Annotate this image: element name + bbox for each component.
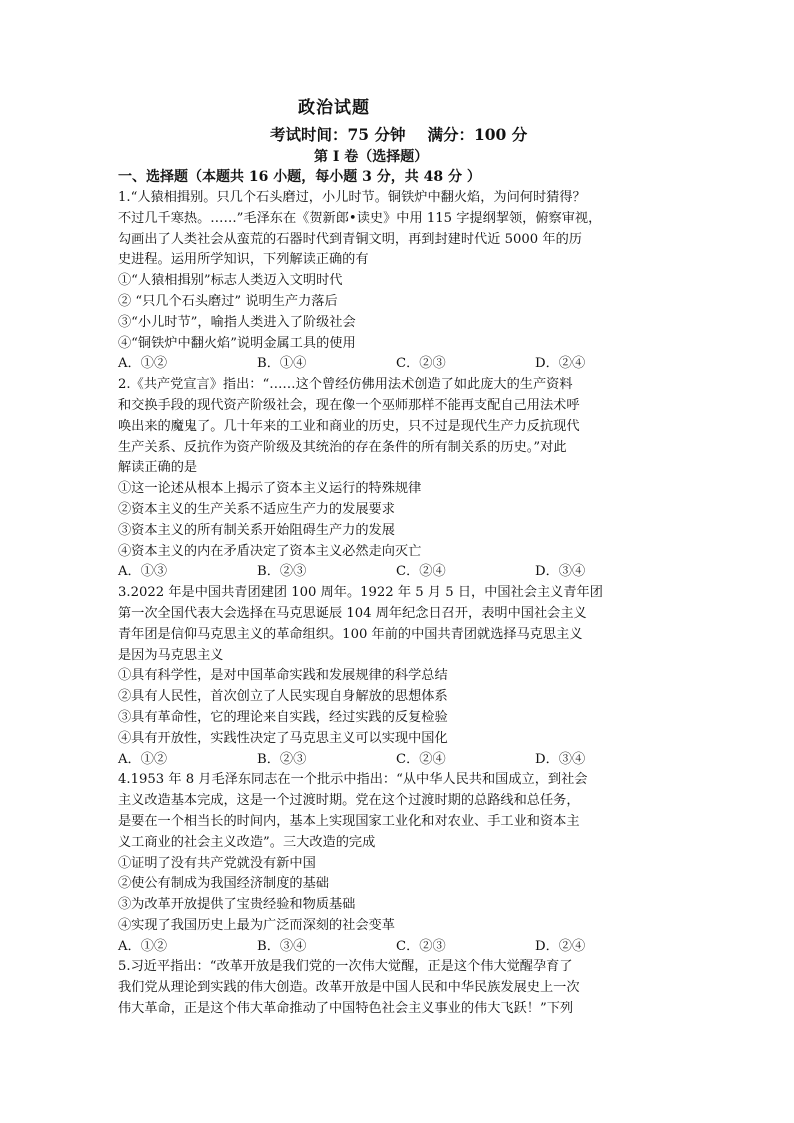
- answer-choice: C．②③: [396, 356, 446, 372]
- question-stem-line: 不过几千寒热。……”毛泽东在《贺新郎•读史》中用 115 字提纲挈领，俯察审视，: [118, 210, 602, 226]
- statement-option: ④“铜铁炉中翻火焰”说明金属工具的使用: [118, 335, 356, 351]
- exam-title: 政治试题: [298, 98, 370, 118]
- question-stem-line: 解读正确的是: [118, 460, 198, 476]
- question-stem-line: 是要在一个相当长的时间内，基本上实现国家工业化和对农业、手工业和资本主: [118, 813, 580, 829]
- question-stem-line: 4.1953 年 8 月毛泽东同志在一个批示中指出：“从中华人民共和国成立，到社会: [118, 772, 588, 788]
- answer-choice: B．②③: [257, 564, 307, 580]
- question-stem-line: 唤出来的魔鬼了。几十年来的工业和商业的历史，只不过是现代生产力反抗现代: [118, 418, 580, 434]
- answer-choices: [118, 354, 678, 375]
- question-stem-line: 勾画出了人类社会从蛮荒的石器时代到青铜文明，再到封建时代近 5000 年的历: [118, 231, 582, 247]
- statement-option: ④具有开放性，实践性决定了马克思主义可以实现中国化: [118, 730, 448, 746]
- question-stem-line: 和交换手段的现代资产阶级社会，现在像一个巫师那样不能再支配自己用法术呼: [118, 397, 580, 413]
- statement-option: ②具有人民性，首次创立了人民实现自身解放的思想体系: [118, 689, 448, 705]
- volume-heading: 第 I 卷（选择题）: [314, 149, 429, 165]
- statement-option: ④资本主义的内在矛盾决定了资本主义必然走向灭亡: [118, 543, 422, 559]
- question-stem-line: 1.“人猿相揖别。只几个石头磨过，小儿时节。铜铁炉中翻火焰，为问何时猜得？: [118, 190, 586, 205]
- statement-option: ④实现了我国历史上最为广泛而深刻的社会变革: [118, 917, 395, 933]
- statement-option: ③具有革命性，它的理论来自实践，经过实践的反复检验: [118, 709, 448, 725]
- answer-choices: [118, 562, 678, 583]
- question-stem-line: 伟大革命，正是这个伟大革命推动了中国特色社会主义事业的伟大飞跃！”下列: [118, 1001, 574, 1017]
- answer-choice: A．①②: [118, 938, 168, 954]
- question-3: [118, 583, 678, 770]
- answer-choice: C．②④: [396, 564, 446, 580]
- statement-option: ②资本主义的生产关系不适应生产力的发展要求: [118, 501, 395, 517]
- answer-choice: C．②④: [396, 751, 446, 767]
- section-heading: 一、选择题（本题共 16 小题，每小题 3 分，共 48 分 ）: [118, 169, 481, 185]
- exam-page: [118, 96, 678, 1020]
- exam-score: 满分：100 分: [427, 125, 528, 144]
- question-stem-line: 生产关系、反抗作为资产阶级及其统治的存在条件的所有制关系的历史。”对此: [118, 439, 567, 455]
- answer-choice: D．②④: [535, 356, 586, 372]
- statement-option: ③“小儿时节”，喻指人类进入了阶级社会: [118, 314, 356, 330]
- exam-subtitle: [270, 123, 678, 147]
- answer-choices: [118, 937, 678, 958]
- answer-choice: A．①②: [118, 751, 168, 767]
- question-5: [118, 957, 678, 1019]
- question-stem-line: 我们党从理论到实践的伟大创造。改革开放是中国人民和中华民族发展史上一次: [118, 980, 580, 996]
- question-stem-line: 主义改造基本完成，这是一个过渡时期。党在这个过渡时期的总路线和总任务，: [118, 793, 580, 809]
- statement-option: ①这一论述从根本上揭示了资本主义运行的特殊规律: [118, 481, 422, 497]
- answer-choice: A．①②: [118, 356, 168, 372]
- answer-choice: D．③④: [535, 564, 586, 580]
- question-1: [118, 188, 678, 375]
- question-stem-line: 青年团是信仰马克思主义的革命组织。100 年前的中国共青团就选择马克思主义: [118, 626, 583, 642]
- answer-choice: B．③④: [257, 938, 307, 954]
- question-4: [118, 770, 678, 957]
- exam-time: 考试时间：75 分钟: [270, 125, 406, 144]
- answer-choice: A．①③: [118, 564, 168, 580]
- question-2: [118, 375, 678, 583]
- answer-choice: B．①④: [257, 356, 307, 372]
- statement-option: ③为改革开放提供了宝贵经验和物质基础: [118, 897, 356, 913]
- answer-choices: [118, 750, 678, 771]
- answer-choice: B．②③: [257, 751, 307, 767]
- question-stem-line: 义工商业的社会主义改造”。三大改造的完成: [118, 834, 376, 850]
- question-stem-line: 史进程。运用所学知识，下列解读正确的有: [118, 252, 369, 268]
- statement-option: ①“人猿相揖别”标志人类迈入文明时代: [118, 273, 343, 289]
- statement-option: ①具有科学性，是对中国革命实践和发展规律的科学总结: [118, 668, 448, 684]
- question-stem-line: 是因为马克思主义: [118, 647, 224, 663]
- statement-option: ② “只几个石头磨过” 说明生产力落后: [118, 293, 338, 309]
- question-list: [118, 188, 678, 1020]
- question-stem-line: 3.2022 年是中国共青团建团 100 周年。1922 年 5 月 5 日，中国社会主义青年团: [118, 585, 603, 601]
- statement-option: ③资本主义的所有制关系开始阻碍生产力的发展: [118, 522, 395, 538]
- answer-choice: C．②③: [396, 938, 446, 954]
- answer-choice: D．③④: [535, 751, 586, 767]
- question-stem-line: 第一次全国代表大会选择在马克思诞辰 104 周年纪念日召开，表明中国社会主义: [118, 605, 587, 621]
- question-stem-line: 5.习近平指出：“改革开放是我们党的一次伟大觉醒，正是这个伟大觉醒孕育了: [118, 959, 573, 975]
- question-stem-line: 2.《共产党宣言》指出：“……这个曾经仿佛用法术创造了如此庞大的生产资料: [118, 377, 573, 393]
- answer-choice: D．②④: [535, 938, 586, 954]
- statement-option: ①证明了没有共产党就没有新中国: [118, 855, 316, 871]
- statement-option: ②使公有制成为我国经济制度的基础: [118, 876, 329, 892]
